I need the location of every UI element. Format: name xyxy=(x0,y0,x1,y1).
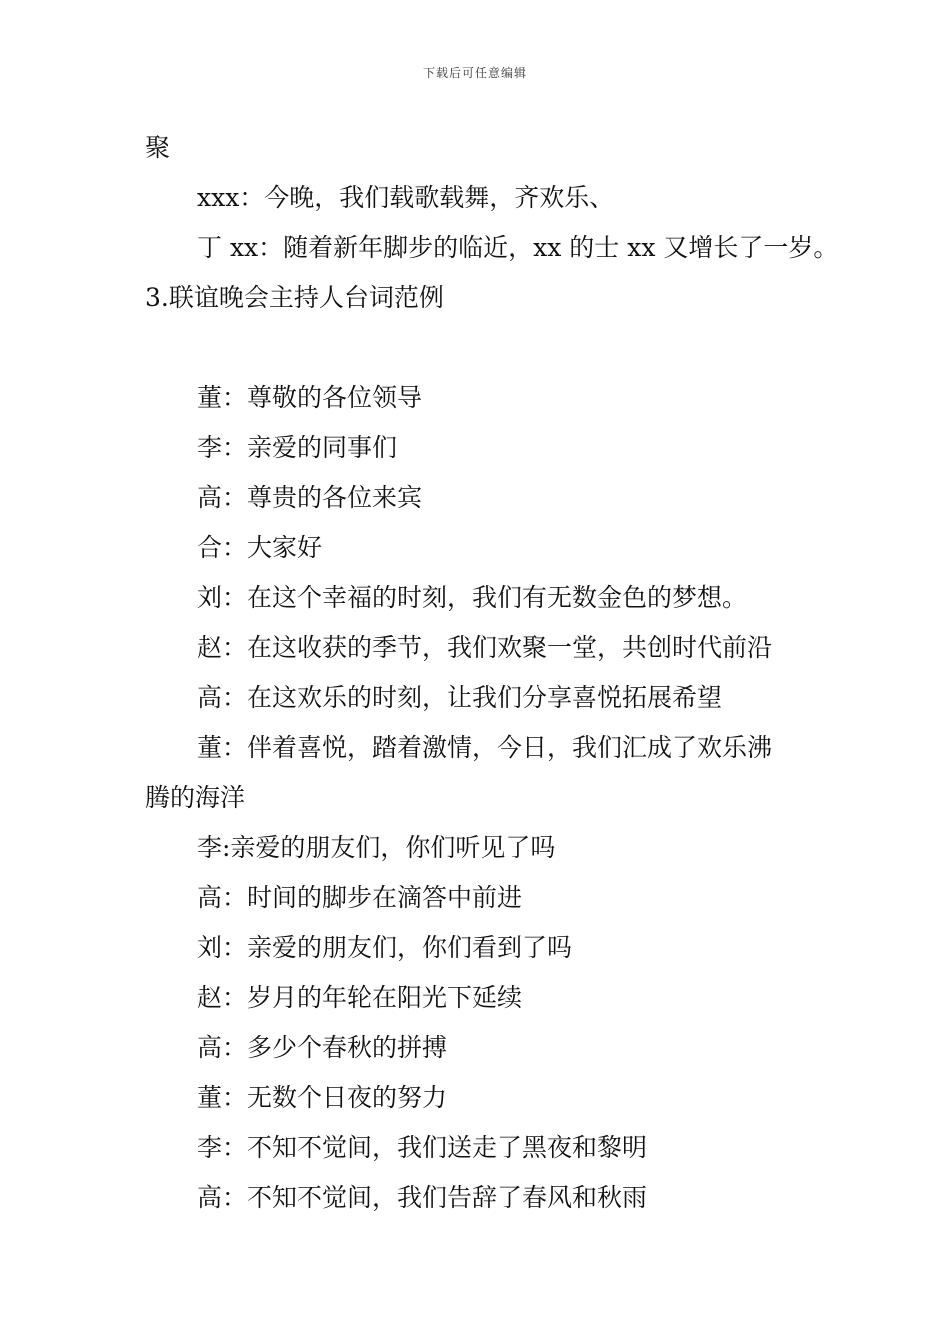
dialogue-line: 董：伴着喜悦，踏着激情，今日，我们汇成了欢乐沸 xyxy=(197,733,773,762)
paragraph-line: xxx：今晚，我们载歌载舞，齐欢乐、 xyxy=(197,183,615,212)
dialogue-line: 高：尊贵的各位来宾 xyxy=(197,483,423,512)
dialogue-line: 刘：亲爱的朋友们，你们看到了吗 xyxy=(197,933,573,962)
dialogue-wrap-line: 腾的海洋 xyxy=(145,783,246,812)
page-header: 下载后可任意编辑 xyxy=(422,66,527,80)
dialogue-line: 合：大家好 xyxy=(197,533,323,562)
continuation-text: 聚 xyxy=(145,133,171,162)
dialogue-line: 董：无数个日夜的努力 xyxy=(197,1083,448,1112)
blank-line xyxy=(145,323,825,373)
dialogue-line: 高：不知不觉间，我们告辞了春风和秋雨 xyxy=(197,1183,648,1212)
dialogue-line: 李：亲爱的同事们 xyxy=(197,433,398,462)
dialogue-line: 李:亲爱的朋友们，你们听见了吗 xyxy=(197,833,556,862)
dialogue-line: 刘：在这个幸福的时刻，我们有无数金色的梦想。 xyxy=(197,583,748,612)
dialogue-line: 高：在这欢乐的时刻，让我们分享喜悦拓展希望 xyxy=(197,683,723,712)
dialogue-line: 高：多少个春秋的拼搏 xyxy=(197,1033,448,1062)
dialogue-line: 赵：在这收获的季节，我们欢聚一堂，共创时代前沿 xyxy=(197,633,773,662)
dialogue-line: 董：尊敬的各位领导 xyxy=(197,383,423,412)
dialogue-line: 高：时间的脚步在滴答中前进 xyxy=(197,883,523,912)
dialogue-line: 赵：岁月的年轮在阳光下延续 xyxy=(197,983,523,1012)
document-body xyxy=(145,123,839,1223)
paragraph-line: 丁 xx：随着新年脚步的临近，xx 的士 xx 又增长了一岁。 xyxy=(197,233,839,262)
section-heading: 3.联谊晚会主持人台词范例 xyxy=(145,283,444,312)
dialogue-line: 李：不知不觉间，我们送走了黑夜和黎明 xyxy=(197,1133,648,1162)
